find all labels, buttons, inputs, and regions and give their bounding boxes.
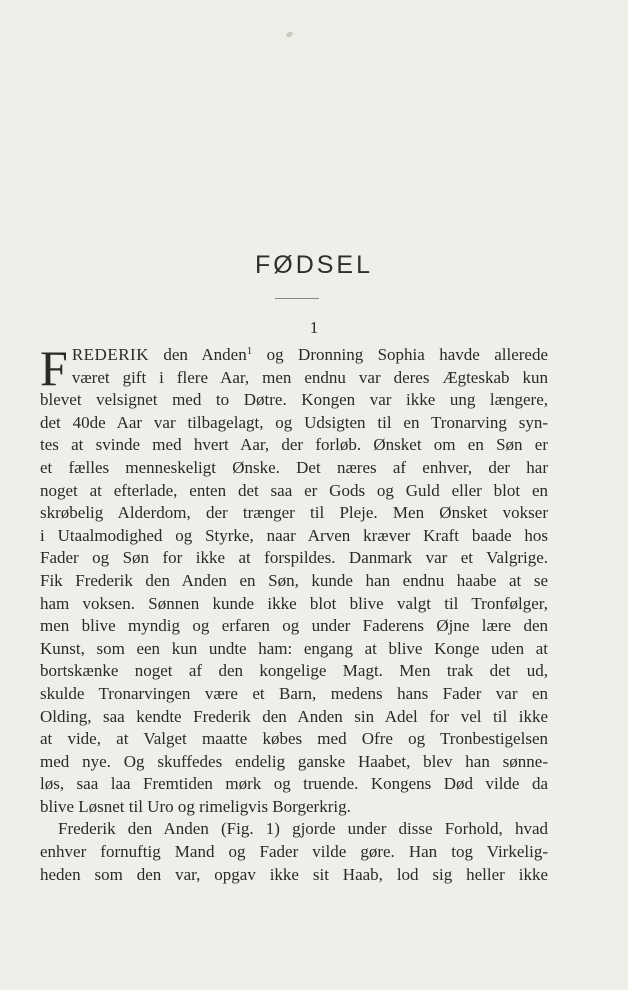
text-line: Fader og Søn for ikke at forspildes. Danmark var et Valgrige. <box>40 548 548 568</box>
text-line: blevet velsignet med to Døtre. Kongen var ikke ung længere, <box>40 390 548 410</box>
first-word-smallcaps: REDERIK <box>71 345 149 364</box>
body-text <box>40 340 549 886</box>
footnote-marker: 1 <box>246 345 253 357</box>
text-line: men blive myndig og erfaren og under Faderens Øjne lære den <box>40 616 548 636</box>
text-line: Kunst, som een kun undte ham: engang at blive Konge uden at <box>40 638 548 658</box>
text-line: bortskænke noget af den kongelige Magt. Men trak det ud, <box>40 661 548 681</box>
text-line: et fælles menneskeligt Ønske. Det næres af enhver, der har <box>40 457 548 477</box>
text-line: at vide, at Valget maatte købes med Ofre og Tronbestigelsen <box>40 729 548 749</box>
text-line: det 40de Aar var tilbagelagt, og Udsigten til en Tronarving syn- <box>40 412 548 432</box>
text-line: enhver fornuftig Mand og Fader vilde gøre. Han tog Virkelig- <box>40 842 548 862</box>
text-line: noget at efterlade, enten det saa er Gods og Guld eller blot en <box>40 480 548 500</box>
title-divider <box>275 298 319 299</box>
drop-cap: F <box>40 340 68 396</box>
text-line: tes at svinde med hvert Aar, der forløb. Ønsket om en Søn er <box>40 435 548 455</box>
text-line: skulde Tronarvingen være et Barn, medens hans Fader var en <box>40 683 548 703</box>
text-line: i Utaalmodighed og Styrke, naar Arven kræver Kraft baade hos <box>40 525 548 545</box>
text-line: ham voksen. Sønnen kunde ikke blot blive valgt til Tronfølger, <box>40 593 548 613</box>
text-line: skrøbelig Alderdom, der trænger til Pleje. Men Ønsket vokser <box>40 503 548 523</box>
text-line <box>40 344 548 367</box>
section-number: 1 <box>309 318 319 337</box>
text-line: med nye. Og skuffedes endelig ganske Haabet, blev han sønne- <box>40 751 548 771</box>
line-fragment: den Anden <box>163 345 247 364</box>
text-line: Fik Frederik den Anden en Søn, kunde han endnu haabe at se <box>40 570 548 590</box>
text-line: løs, saa laa Fremtiden mørk og truende. Kongens Død vilde da <box>40 774 548 794</box>
text-line: heden som den var, opgav ikke sit Haab, lod sig heller ikke <box>40 864 548 884</box>
paper-speck <box>285 31 294 39</box>
text-line: Frederik den Anden (Fig. 1) gjorde under disse Forhold, hvad <box>58 819 548 839</box>
text-line: været gift i flere Aar, men endnu var deres Ægteskab kun <box>71 367 548 387</box>
chapter-title: FØDSEL <box>254 251 374 279</box>
text-line: blive Løsnet til Uro og rimeligvis Borgerkrig. <box>40 796 351 816</box>
text-line: Olding, saa kendte Frederik den Anden sin Adel for vel til ikke <box>40 706 548 726</box>
line-fragment: og Dronning Sophia havde allerede <box>266 345 549 364</box>
